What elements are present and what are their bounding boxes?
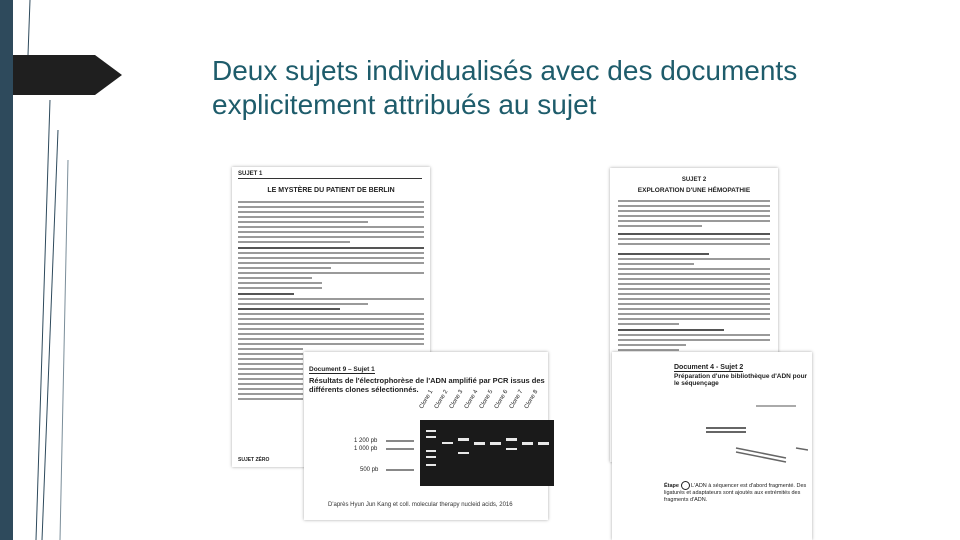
lane-label: Clone 8 [523, 389, 540, 410]
lane-label: Clone 4 [463, 389, 480, 410]
dna-step-description: L'ADN à séquencer est d'abord fragmenté. Des ligaturés et adaptateurs sont ajoutés aux extrémités des fragments d'ADN. [664, 482, 807, 503]
lane-label: Clone 6 [493, 389, 510, 410]
subject-1-footer: SUJET ZÉRO [238, 457, 270, 463]
dna-document-title: Préparation d'une bibliothèque d'ADN pour le séquençage [674, 373, 808, 387]
slide-title-line-1: Deux sujets individualisés avec des documents [212, 55, 798, 86]
gel-image [420, 420, 554, 486]
decorative-lines [0, 0, 130, 540]
marker-1000: 1 000 pb [354, 446, 378, 452]
subject-2-label: SUJET 2 [681, 177, 707, 183]
slide-title-line-2: explicitement attribués au sujet [212, 89, 597, 120]
lane-label: Clone 3 [448, 389, 465, 410]
subject-2-heading: EXPLORATION D'UNE HÉMOPATHIE [637, 187, 751, 194]
lane-label: Clone 7 [508, 389, 525, 410]
gel-document-header: Document 9 – Sujet 1 [309, 366, 375, 373]
slide-title [212, 54, 912, 122]
subject-1-label: SUJET 1 [238, 171, 422, 179]
dna-document-header: Document 4 - Sujet 2 [674, 364, 744, 371]
marker-500: 500 pb [360, 467, 379, 473]
lane-label: Clone 2 [433, 389, 450, 410]
dna-step-label: Étape [664, 482, 679, 489]
subject-1-heading: LE MYSTÈRE DU PATIENT DE BERLIN [267, 187, 395, 194]
lane-label: Clone 1 [418, 389, 435, 410]
step-number-icon [681, 481, 690, 490]
lane-label: Clone 5 [478, 389, 495, 410]
dna-library-document [612, 352, 812, 540]
gel-document-title: Résultats de l'électrophorèse de l'ADN amplifié par PCR issus des différents clones sélectionnés. [309, 376, 545, 394]
marker-arrows [386, 436, 416, 476]
gel-caption: D'après Hyun Jun Kang et coll. molecular therapy nucleid acids, 2016 [328, 502, 513, 508]
marker-1200: 1 200 pb [354, 438, 378, 444]
dna-ligation-diagram [696, 388, 808, 474]
dna-step-text [664, 481, 812, 504]
